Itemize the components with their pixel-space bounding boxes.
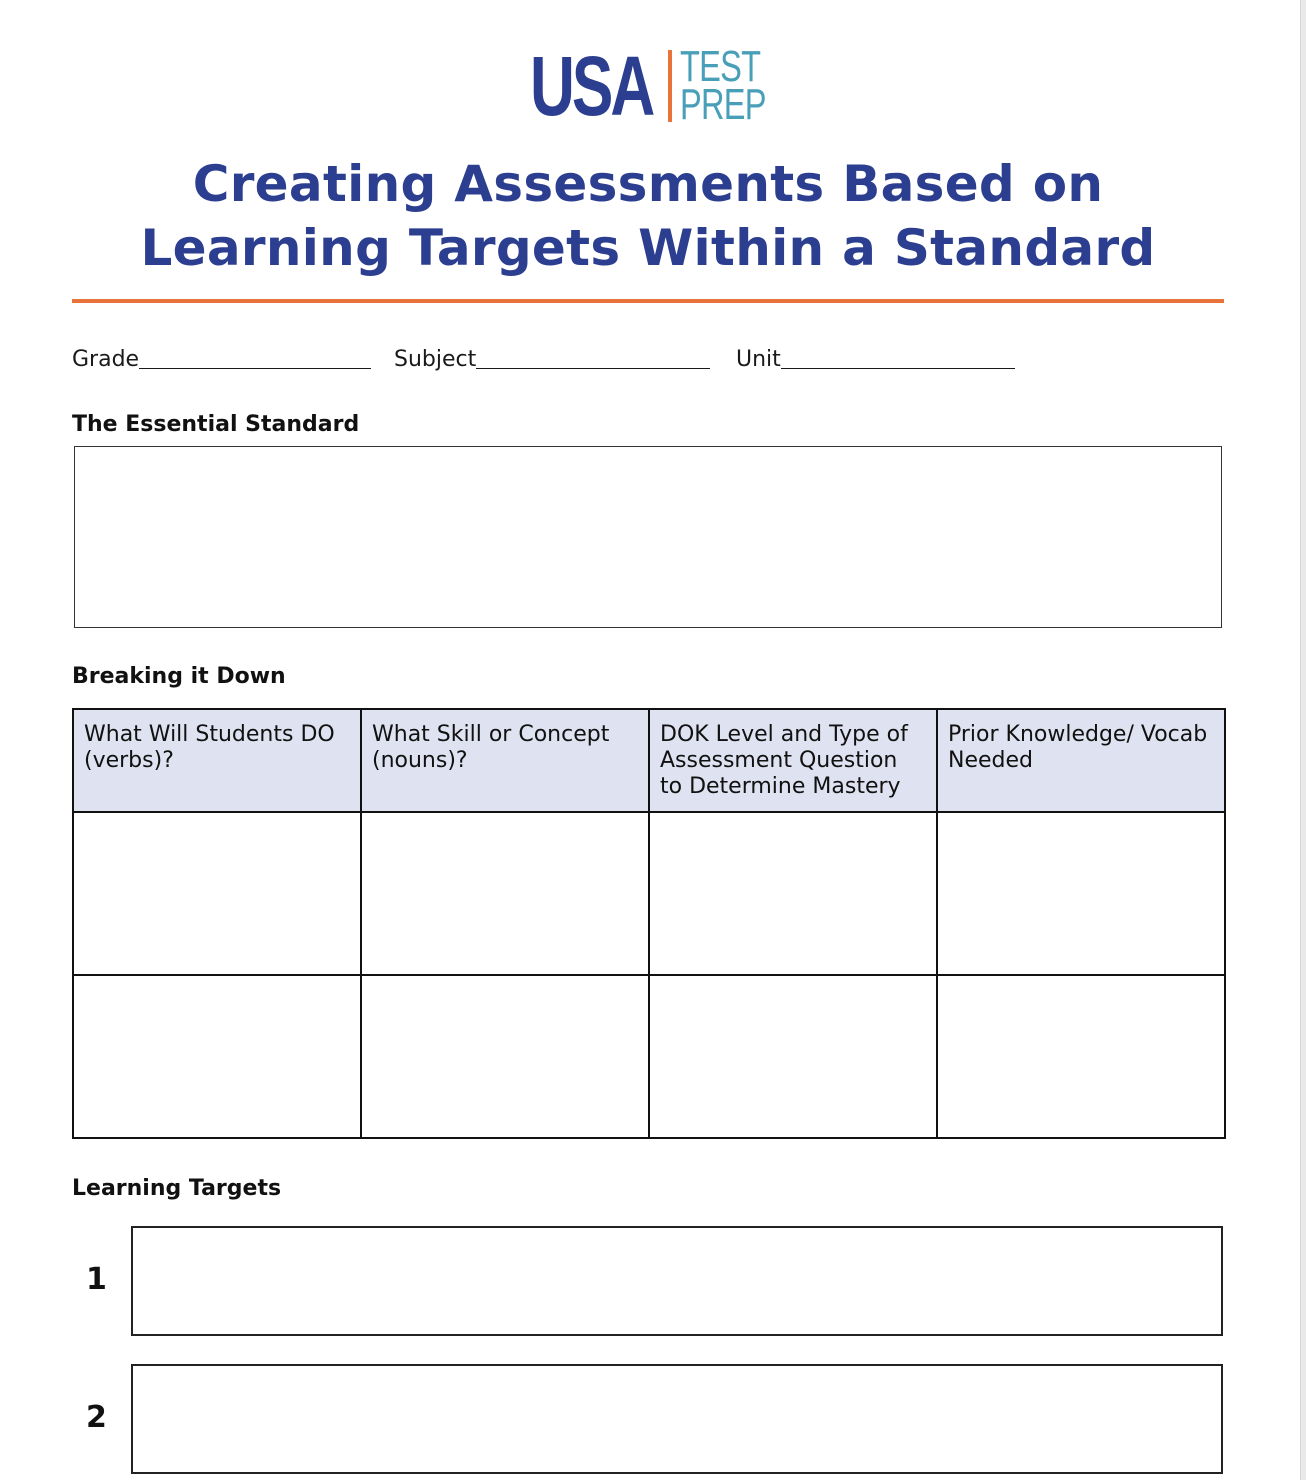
page-edge bbox=[1300, 0, 1306, 1480]
title-divider bbox=[72, 299, 1224, 303]
table-cell[interactable] bbox=[73, 975, 361, 1138]
grade-label: Grade bbox=[72, 347, 140, 372]
breaking-it-down-heading: Breaking it Down bbox=[72, 664, 286, 689]
table-cell[interactable] bbox=[73, 812, 361, 975]
grade-field[interactable] bbox=[72, 345, 371, 375]
header-cell-dok bbox=[649, 709, 937, 812]
subject-field[interactable] bbox=[394, 345, 710, 375]
page-title bbox=[0, 152, 1296, 280]
header-cell-nouns bbox=[361, 709, 649, 812]
table-cell[interactable] bbox=[649, 975, 937, 1138]
logo-prep-text: PREP bbox=[680, 80, 766, 129]
table-cell[interactable] bbox=[361, 812, 649, 975]
essential-standard-heading: The Essential Standard bbox=[72, 412, 360, 437]
header-cell-prior-knowledge bbox=[937, 709, 1225, 812]
logo-divider bbox=[668, 50, 672, 122]
unit-label: Unit bbox=[736, 347, 781, 372]
learning-target-number-1: 1 bbox=[86, 1262, 107, 1297]
title-line-1: Creating Assessments Based on bbox=[192, 155, 1104, 213]
table-cell[interactable] bbox=[937, 975, 1225, 1138]
table-cell[interactable] bbox=[649, 812, 937, 975]
unit-blank-line[interactable] bbox=[781, 346, 1015, 369]
logo-usa-text: USA bbox=[530, 39, 653, 133]
header-dok-text: DOK Level and Type of Assessment Question to Determine Mastery bbox=[660, 722, 908, 799]
learning-target-box-2[interactable] bbox=[131, 1364, 1223, 1474]
table-row bbox=[73, 975, 1225, 1138]
subject-blank-line[interactable] bbox=[476, 346, 710, 369]
breakdown-table bbox=[72, 708, 1226, 1139]
title-line-2: Learning Targets Within a Standard bbox=[140, 219, 1156, 277]
table-row bbox=[73, 812, 1225, 975]
header-nouns-text: What Skill or Concept (nouns)? bbox=[372, 722, 610, 773]
logo-test-text: TEST bbox=[680, 42, 761, 91]
grade-blank-line[interactable] bbox=[139, 346, 371, 369]
learning-target-box-1[interactable] bbox=[131, 1226, 1223, 1336]
header-prior-knowledge-text: Prior Knowledge/ Vocab Needed bbox=[948, 722, 1208, 773]
essential-standard-box[interactable] bbox=[74, 446, 1222, 628]
header-cell-verbs bbox=[73, 709, 361, 812]
learning-target-number-2: 2 bbox=[86, 1400, 107, 1435]
learning-targets-heading: Learning Targets bbox=[72, 1176, 282, 1201]
table-cell[interactable] bbox=[361, 975, 649, 1138]
header-verbs-text: What Will Students DO (verbs)? bbox=[84, 722, 335, 773]
table-header-row bbox=[73, 709, 1225, 812]
unit-field[interactable] bbox=[736, 345, 1015, 375]
usa-test-prep-logo bbox=[530, 39, 770, 133]
subject-label: Subject bbox=[394, 347, 477, 372]
table-cell[interactable] bbox=[937, 812, 1225, 975]
